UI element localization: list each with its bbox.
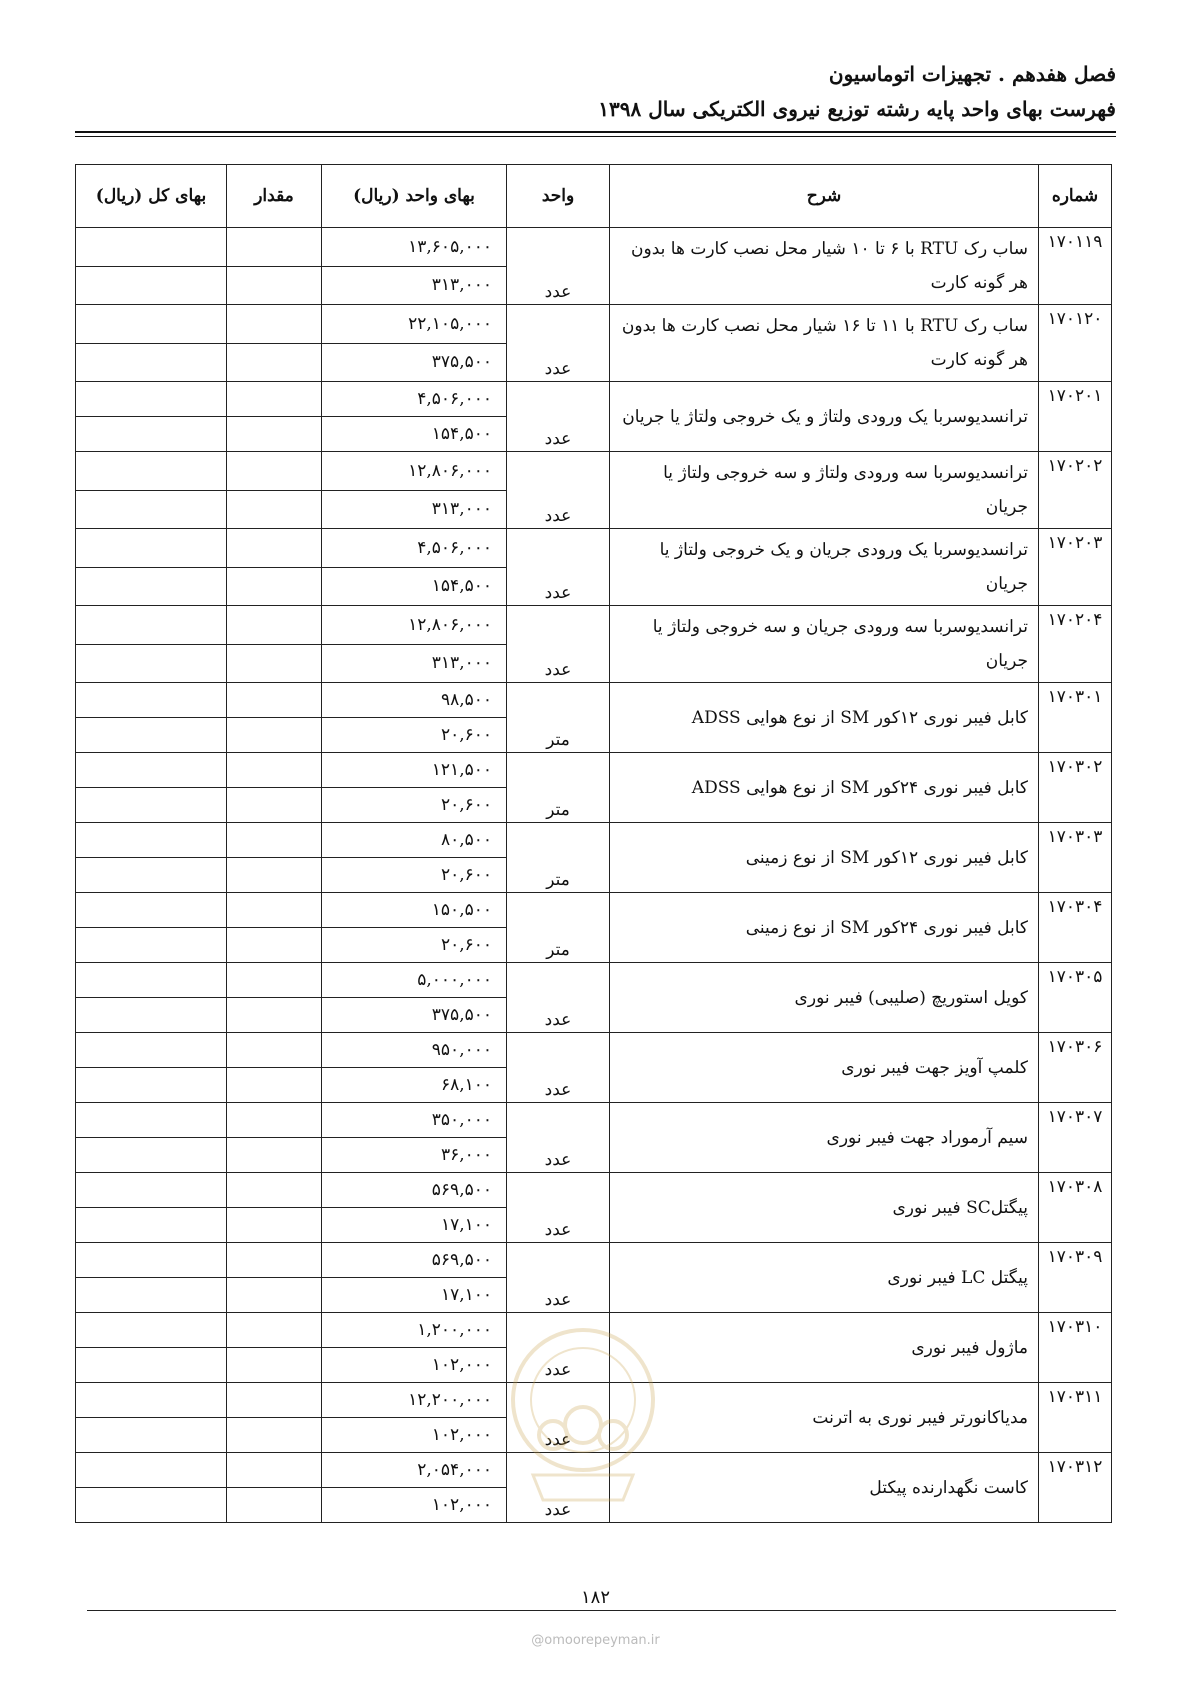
item-number-cell: ۱۷۰۱۱۹ [1039, 228, 1112, 305]
quantity-cell [227, 228, 322, 267]
description-cell: کویل استوریچ (صلیبی) فیبر نوری [610, 963, 1039, 1033]
quantity-cell [227, 1138, 322, 1173]
document-title: فهرست بهای واحد پایه رشته توزیع نیروی الکتریکی سال ۱۳۹۸ [598, 97, 1116, 121]
total-price-cell [76, 1278, 227, 1313]
table-row [76, 382, 1112, 417]
quantity-cell [227, 305, 322, 344]
quantity-cell [227, 1383, 322, 1418]
quantity-cell [227, 788, 322, 823]
unit-price-supply: ۸۰,۵۰۰ [322, 823, 507, 858]
total-price-cell [76, 1418, 227, 1453]
total-price-cell [76, 1208, 227, 1243]
quantity-cell [227, 858, 322, 893]
item-number-cell: ۱۷۰۳۱۰ [1039, 1313, 1112, 1383]
unit-price-install: ۱۵۴,۵۰۰ [322, 567, 507, 606]
website-watermark: @omoorepeyman.ir [531, 1633, 660, 1648]
unit-cell: متر [507, 893, 610, 963]
total-price-cell [76, 382, 227, 417]
description-cell: ترانسدیوسربا سه ورودی جریان و سه خروجی ولتاژ یا جریان [610, 606, 1039, 683]
footer-rule [87, 1610, 1116, 1611]
quantity-cell [227, 382, 322, 417]
unit-price-supply: ۱۲,۸۰۶,۰۰۰ [322, 452, 507, 491]
price-list-table [75, 164, 1112, 1523]
total-price-cell [76, 644, 227, 683]
unit-price-supply: ۱۲,۲۰۰,۰۰۰ [322, 1383, 507, 1418]
table-row [76, 305, 1112, 344]
unit-cell: عدد [507, 452, 610, 529]
page-number: ۱۸۲ [580, 1587, 610, 1608]
unit-price-supply: ۱۲۱,۵۰۰ [322, 753, 507, 788]
unit-price-supply: ۹۸,۵۰۰ [322, 683, 507, 718]
total-price-cell [76, 683, 227, 718]
unit-cell: عدد [507, 963, 610, 1033]
quantity-cell [227, 529, 322, 568]
quantity-cell [227, 683, 322, 718]
unit-price-install: ۳۱۳,۰۰۰ [322, 490, 507, 529]
unit-cell: عدد [507, 1453, 610, 1523]
table-row [76, 753, 1112, 788]
quantity-cell [227, 452, 322, 491]
unit-cell: عدد [507, 1103, 610, 1173]
item-number-cell: ۱۷۰۲۰۲ [1039, 452, 1112, 529]
unit-price-supply: ۵۶۹,۵۰۰ [322, 1243, 507, 1278]
quantity-cell [227, 1418, 322, 1453]
total-price-cell [76, 1383, 227, 1418]
item-number-cell: ۱۷۰۳۱۲ [1039, 1453, 1112, 1523]
unit-cell: عدد [507, 529, 610, 606]
total-price-cell [76, 1033, 227, 1068]
total-price-cell [76, 718, 227, 753]
unit-price-install: ۲۰,۶۰۰ [322, 858, 507, 893]
quantity-cell [227, 1173, 322, 1208]
unit-cell: عدد [507, 1313, 610, 1383]
total-price-cell [76, 1173, 227, 1208]
total-price-cell [76, 1313, 227, 1348]
total-price-cell [76, 1243, 227, 1278]
quantity-cell [227, 1208, 322, 1243]
quantity-cell [227, 718, 322, 753]
quantity-cell [227, 1453, 322, 1488]
description-cell: ساب رک RTU با ۱۱ تا ۱۶ شیار محل نصب کارت ها بدون هر گونه کارت [610, 305, 1039, 382]
quantity-cell [227, 417, 322, 452]
total-price-cell [76, 1138, 227, 1173]
unit-price-install: ۳۶,۰۰۰ [322, 1138, 507, 1173]
unit-price-install: ۳۱۳,۰۰۰ [322, 644, 507, 683]
unit-price-supply: ۱,۲۰۰,۰۰۰ [322, 1313, 507, 1348]
description-cell: سیم آرموراد جهت فیبر نوری [610, 1103, 1039, 1173]
table-header-row [76, 165, 1112, 228]
col-header-total-price: بهای کل (ریال) [76, 165, 227, 228]
quantity-cell [227, 823, 322, 858]
unit-cell: عدد [507, 382, 610, 452]
total-price-cell [76, 788, 227, 823]
total-price-cell [76, 266, 227, 305]
unit-price-supply: ۲۲,۱۰۵,۰۰۰ [322, 305, 507, 344]
unit-price-supply: ۴,۵۰۶,۰۰۰ [322, 529, 507, 568]
quantity-cell [227, 963, 322, 998]
description-cell: کابل فیبر نوری ۲۴کور SM از نوع زمینی [610, 893, 1039, 963]
table-row [76, 606, 1112, 645]
unit-price-install: ۱۰۲,۰۰۰ [322, 1348, 507, 1383]
unit-cell: عدد [507, 228, 610, 305]
total-price-cell [76, 606, 227, 645]
description-cell: کابل فیبر نوری ۲۴کور SM از نوع هوایی ADSS [610, 753, 1039, 823]
table-row [76, 683, 1112, 718]
col-header-description: شرح [610, 165, 1039, 228]
quantity-cell [227, 1033, 322, 1068]
col-header-unit-price: بهای واحد (ریال) [322, 165, 507, 228]
quantity-cell [227, 1103, 322, 1138]
unit-cell: عدد [507, 606, 610, 683]
total-price-cell [76, 928, 227, 963]
description-cell: ماژول فیبر نوری [610, 1313, 1039, 1383]
total-price-cell [76, 998, 227, 1033]
quantity-cell [227, 567, 322, 606]
item-number-cell: ۱۷۰۳۰۷ [1039, 1103, 1112, 1173]
description-cell: پیگتلSC فیبر نوری [610, 1173, 1039, 1243]
description-cell: ساب رک RTU با ۶ تا ۱۰ شیار محل نصب کارت ها بدون هر گونه کارت [610, 228, 1039, 305]
unit-price-install: ۳۷۵,۵۰۰ [322, 998, 507, 1033]
unit-price-install: ۳۷۵,۵۰۰ [322, 343, 507, 382]
total-price-cell [76, 823, 227, 858]
item-number-cell: ۱۷۰۳۰۱ [1039, 683, 1112, 753]
table-row [76, 529, 1112, 568]
table-row [76, 228, 1112, 267]
quantity-cell [227, 928, 322, 963]
item-number-cell: ۱۷۰۲۰۴ [1039, 606, 1112, 683]
quantity-cell [227, 1348, 322, 1383]
col-header-unit: واحد [507, 165, 610, 228]
total-price-cell [76, 858, 227, 893]
unit-price-install: ۲۰,۶۰۰ [322, 788, 507, 823]
unit-price-supply: ۳۵۰,۰۰۰ [322, 1103, 507, 1138]
quantity-cell [227, 893, 322, 928]
quantity-cell [227, 606, 322, 645]
total-price-cell [76, 567, 227, 606]
quantity-cell [227, 1068, 322, 1103]
unit-cell: عدد [507, 305, 610, 382]
item-number-cell: ۱۷۰۲۰۳ [1039, 529, 1112, 606]
quantity-cell [227, 1313, 322, 1348]
total-price-cell [76, 228, 227, 267]
table-row [76, 823, 1112, 858]
table-row [76, 1103, 1112, 1138]
total-price-cell [76, 452, 227, 491]
unit-cell: متر [507, 753, 610, 823]
unit-cell: عدد [507, 1243, 610, 1313]
item-number-cell: ۱۷۰۳۰۳ [1039, 823, 1112, 893]
unit-price-install: ۱۰۲,۰۰۰ [322, 1488, 507, 1523]
unit-cell: متر [507, 683, 610, 753]
description-cell: پیگتل LC فیبر نوری [610, 1243, 1039, 1313]
description-cell: کابل فیبر نوری ۱۲کور SM از نوع هوایی ADSS [610, 683, 1039, 753]
description-cell: کاست نگهدارنده پیکتل [610, 1453, 1039, 1523]
unit-price-install: ۶۸,۱۰۰ [322, 1068, 507, 1103]
total-price-cell [76, 529, 227, 568]
unit-price-install: ۱۵۴,۵۰۰ [322, 417, 507, 452]
quantity-cell [227, 266, 322, 305]
total-price-cell [76, 1453, 227, 1488]
quantity-cell [227, 644, 322, 683]
col-header-number: شماره [1039, 165, 1112, 228]
item-number-cell: ۱۷۰۳۰۴ [1039, 893, 1112, 963]
unit-cell: عدد [507, 1033, 610, 1103]
unit-price-supply: ۱۳,۶۰۵,۰۰۰ [322, 228, 507, 267]
table-row [76, 1173, 1112, 1208]
header-rule-thin [75, 136, 1116, 137]
unit-price-supply: ۴,۵۰۶,۰۰۰ [322, 382, 507, 417]
table-row [76, 452, 1112, 491]
total-price-cell [76, 963, 227, 998]
item-number-cell: ۱۷۰۱۲۰ [1039, 305, 1112, 382]
unit-price-supply: ۱۲,۸۰۶,۰۰۰ [322, 606, 507, 645]
unit-price-install: ۱۰۲,۰۰۰ [322, 1418, 507, 1453]
total-price-cell [76, 417, 227, 452]
item-number-cell: ۱۷۰۳۰۶ [1039, 1033, 1112, 1103]
unit-price-supply: ۱۵۰,۵۰۰ [322, 893, 507, 928]
unit-price-install: ۲۰,۶۰۰ [322, 718, 507, 753]
quantity-cell [227, 1488, 322, 1523]
total-price-cell [76, 490, 227, 529]
header-rule-thick [75, 131, 1116, 133]
description-cell: ترانسدیوسربا یک ورودی ولتاژ و یک خروجی ولتاژ یا جریان [610, 382, 1039, 452]
table-row [76, 893, 1112, 928]
total-price-cell [76, 893, 227, 928]
chapter-title: فصل هفدهم . تجهیزات اتوماسیون [828, 62, 1116, 86]
unit-cell: عدد [507, 1383, 610, 1453]
unit-cell: متر [507, 823, 610, 893]
unit-price-supply: ۵,۰۰۰,۰۰۰ [322, 963, 507, 998]
quantity-cell [227, 998, 322, 1033]
quantity-cell [227, 490, 322, 529]
description-cell: مدیاکانورتر فیبر نوری به اترنت [610, 1383, 1039, 1453]
quantity-cell [227, 343, 322, 382]
item-number-cell: ۱۷۰۳۰۵ [1039, 963, 1112, 1033]
item-number-cell: ۱۷۰۳۰۸ [1039, 1173, 1112, 1243]
total-price-cell [76, 1103, 227, 1138]
description-cell: ترانسدیوسربا سه ورودی ولتاژ و سه خروجی ولتاژ یا جریان [610, 452, 1039, 529]
description-cell: کابل فیبر نوری ۱۲کور SM از نوع زمینی [610, 823, 1039, 893]
unit-price-supply: ۲,۰۵۴,۰۰۰ [322, 1453, 507, 1488]
unit-price-supply: ۹۵۰,۰۰۰ [322, 1033, 507, 1068]
unit-price-install: ۲۰,۶۰۰ [322, 928, 507, 963]
item-number-cell: ۱۷۰۳۰۹ [1039, 1243, 1112, 1313]
table-row [76, 963, 1112, 998]
col-header-quantity: مقدار [227, 165, 322, 228]
description-cell: کلمپ آویز جهت فیبر نوری [610, 1033, 1039, 1103]
unit-cell: عدد [507, 1173, 610, 1243]
table-row [76, 1243, 1112, 1278]
total-price-cell [76, 1488, 227, 1523]
total-price-cell [76, 305, 227, 344]
unit-price-install: ۳۱۳,۰۰۰ [322, 266, 507, 305]
watermark-seal [508, 1325, 658, 1505]
total-price-cell [76, 1068, 227, 1103]
quantity-cell [227, 1278, 322, 1313]
description-cell: ترانسدیوسربا یک ورودی جریان و یک خروجی ولتاژ یا جریان [610, 529, 1039, 606]
quantity-cell [227, 753, 322, 788]
table-row [76, 1033, 1112, 1068]
total-price-cell [76, 1348, 227, 1383]
item-number-cell: ۱۷۰۳۱۱ [1039, 1383, 1112, 1453]
unit-price-install: ۱۷,۱۰۰ [322, 1278, 507, 1313]
item-number-cell: ۱۷۰۳۰۲ [1039, 753, 1112, 823]
item-number-cell: ۱۷۰۲۰۱ [1039, 382, 1112, 452]
total-price-cell [76, 753, 227, 788]
unit-price-install: ۱۷,۱۰۰ [322, 1208, 507, 1243]
total-price-cell [76, 343, 227, 382]
quantity-cell [227, 1243, 322, 1278]
unit-price-supply: ۵۶۹,۵۰۰ [322, 1173, 507, 1208]
